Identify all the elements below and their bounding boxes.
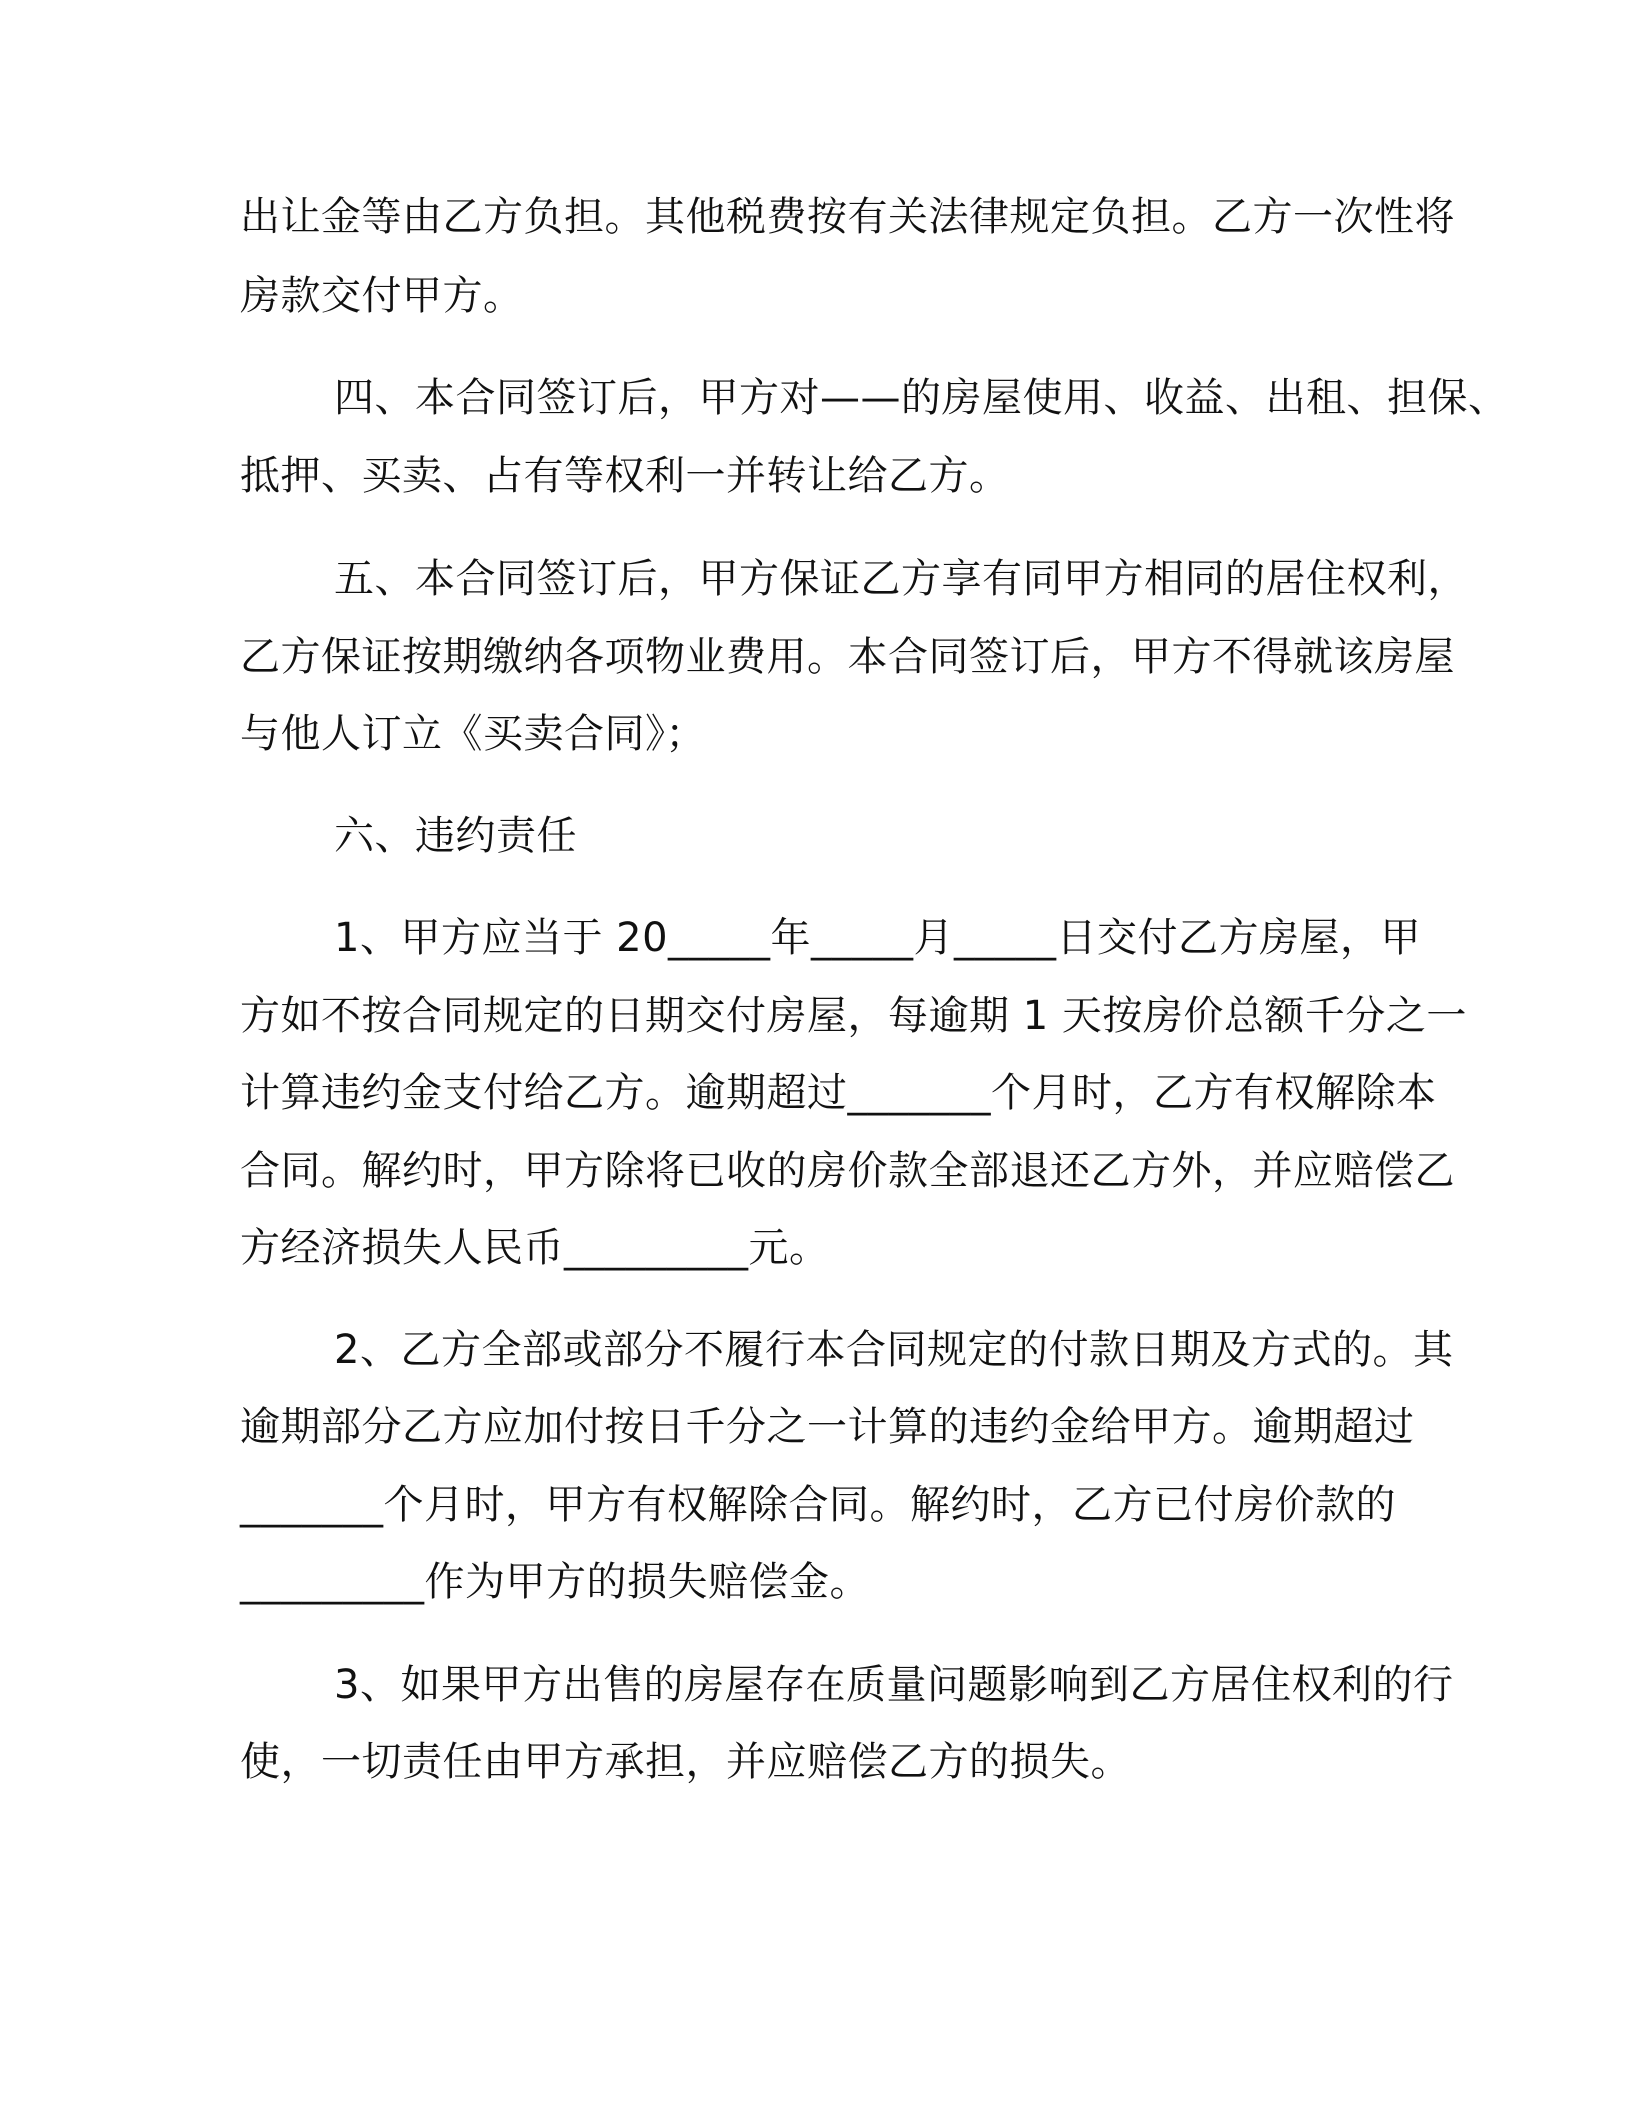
text-line: _________作为甲方的损失赔偿金。 — [240, 1559, 870, 1605]
text-line: 使，一切责任由甲方承担，并应赔偿乙方的损失。 — [240, 1739, 1131, 1785]
clause-6-heading: 六、违约责任 — [334, 813, 577, 859]
item-2-line: 2、乙方全部或部分不履行本合同规定的付款日期及方式的。其 — [334, 1327, 1454, 1373]
clause-5-line: 五、本合同签订后，甲方保证乙方享有同甲方相同的居住权利， — [334, 556, 1468, 602]
text-line: 方如不按合同规定的日期交付房屋，每逾期 1 天按房价总额千分之一 — [240, 993, 1467, 1039]
text-line: 合同。解约时，甲方除将已收的房价款全部退还乙方外，并应赔偿乙 — [240, 1148, 1455, 1194]
text-line: 抵押、买卖、占有等权利一并转让给乙方。 — [240, 453, 1010, 499]
item-3-line: 3、如果甲方出售的房屋存在质量问题影响到乙方居住权利的行 — [334, 1662, 1454, 1708]
item-1-line: 1、甲方应当于 20_____年_____月_____日交付乙方房屋，甲 — [334, 915, 1422, 961]
text-line: 计算违约金支付给乙方。逾期超过_______个月时，乙方有权解除本 — [240, 1070, 1437, 1116]
text-line: 逾期部分乙方应加付按日千分之一计算的违约金给甲方。逾期超过 — [240, 1404, 1415, 1450]
text-line: 与他人订立《买卖合同》； — [240, 711, 706, 757]
text-line: 方经济损失人民币_________元。 — [240, 1225, 830, 1271]
clause-4-line: 四、本合同签订后，甲方对——的房屋使用、收益、出租、担保、 — [334, 375, 1509, 421]
text-line: 出让金等由乙方负担。其他税费按有关法律规定负担。乙方一次性将 — [240, 194, 1455, 240]
text-line: 房款交付甲方。 — [240, 273, 524, 319]
text-line: 乙方保证按期缴纳各项物业费用。本合同签订后，甲方不得就该房屋 — [240, 634, 1455, 680]
text-line: _______个月时，甲方有权解除合同。解约时，乙方已付房价款的 — [240, 1482, 1396, 1528]
